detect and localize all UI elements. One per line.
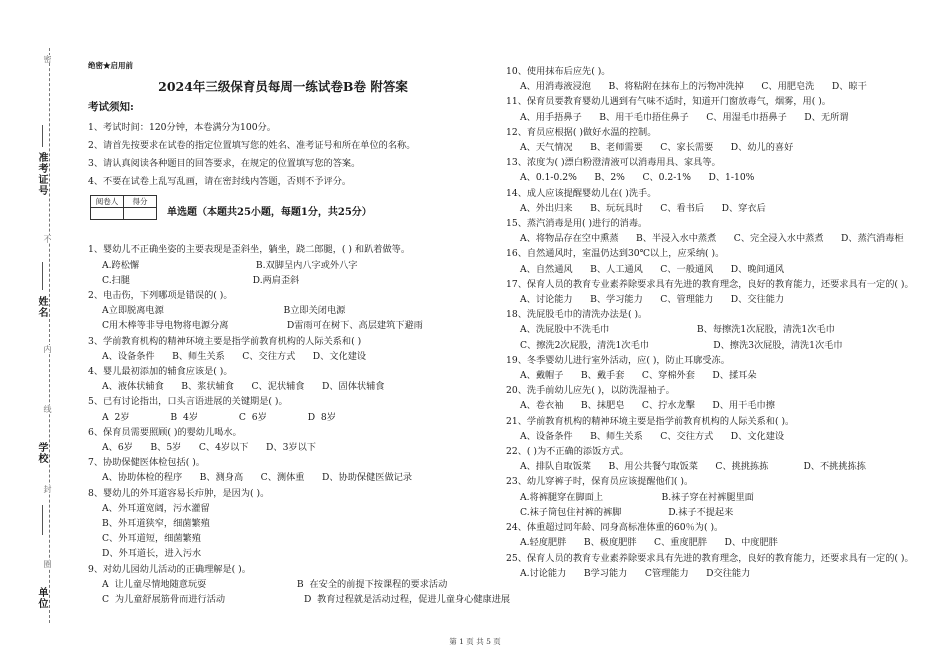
reviewer-cell[interactable]: [91, 208, 124, 220]
seal-char: 不: [43, 235, 52, 243]
binding-margin: [0, 0, 72, 671]
question-options: A、6岁 B、5岁 C、4岁以下 D、3岁以下: [102, 442, 316, 454]
question-options: A.跨松懈 B.双脚呈内八字或外八字: [102, 259, 358, 271]
question-options: A、排队自取饭菜 B、用公共餐勺取饭菜 C、挑挑拣拣 D、不挑挑拣拣: [520, 461, 866, 473]
question-options: A、天气情况 B、老师需要 C、家长需要 D、幼儿的喜好: [520, 142, 794, 154]
seal-line: [49, 48, 50, 623]
question-options: A.轻度肥胖 B、极度肥胖 C、重度肥胖 D、中度肥胖: [520, 537, 778, 549]
name-blank: [42, 262, 43, 290]
question-stem: 13、浓度为( )漂白粉澄清液可以消毒用具、家具等。: [506, 157, 721, 169]
question-options: A、0.1-0.2% B、2% C、0.2-1% D、1-10%: [520, 172, 755, 184]
section-title: 单选题（本题共25小题，每题1分，共25分）: [167, 207, 372, 219]
question-options: A、讨论能力 B、学习能力 C、管理能力 D、交往能力: [520, 294, 785, 306]
question-options: B、外耳道狭窄，细菌繁殖: [102, 518, 210, 530]
score-cell[interactable]: [124, 208, 157, 220]
reviewer-header: 阅卷人: [91, 196, 124, 208]
question-options: C.扫腿 D.两肩歪斜: [102, 274, 300, 286]
seal-char: 线: [43, 405, 52, 413]
question-options: A 2岁 B 4岁 C 6岁 D 8岁: [102, 411, 336, 423]
question-stem: 14、成人应该提醒婴幼儿在( )洗手。: [506, 187, 657, 199]
question-stem: 1、婴幼儿不正确坐姿的主要表现是歪斜坐，躺坐，跷二郎腿，( ) 和趴着做等。: [88, 244, 411, 256]
notice-heading: 考试须知:: [88, 101, 134, 114]
question-stem: 7、协助保健医体检包括( )。: [88, 457, 205, 469]
seal-char: 密: [43, 55, 52, 63]
exam-number-label: 准考证号: [36, 152, 47, 196]
question-stem: 5、已有讨论指出，口头言语进展的关键期是( )。: [88, 396, 288, 408]
unit-label: 单位: [36, 587, 47, 609]
question-stem: 18、洗屁股毛巾的清洗办法是( )。: [506, 309, 648, 321]
notice-item: 1、考试时间：120分钟，本卷满分为100分。: [88, 121, 276, 133]
question-options: A、用手捂鼻子 B、用干毛巾捂住鼻子 C、用湿毛巾捂鼻子 D、无所谓: [520, 111, 849, 123]
question-stem: 15、蒸汽消毒是用( )进行的消毒。: [506, 218, 648, 230]
question-stem: 19、冬季婴幼儿进行室外活动，应( )，防止耳廓受冻。: [506, 354, 730, 366]
question-options: C.袜子筒包住衬裤的裤脚 D.袜子不提起来: [520, 506, 734, 518]
question-options: A、设备条件 B、师生关系 C、交往方式 D、文化建设: [520, 430, 785, 442]
question-stem: 3、学前教育机构的精神环境主要是指学前教育机构的人际关系和( ): [88, 335, 362, 347]
question-stem: 25、保育人员的教育专业素养除要求具有先进的教育理念，良好的教育能力，还要求具有一定的( )。: [506, 552, 914, 564]
secret-mark: 绝密★启用前: [88, 61, 133, 70]
question-stem: 24、体重超过同年龄、同身高标准体重的60％为( )。: [506, 522, 724, 534]
page-title: 2024年三级保育员每周一练试卷B卷 附答案: [158, 79, 408, 95]
question-stem: 6、保育员需要照顾( )的婴幼儿喝水。: [88, 426, 242, 438]
notice-item: 4、不要在试卷上乱写乱画，请在密封线内答题，否则不予评分。: [88, 176, 352, 188]
question-options: C 为儿童舒展筋骨而进行活动 D 教育过程就是活动过程，促进儿童身心健康进展: [102, 594, 511, 606]
seal-char: 封: [43, 485, 52, 493]
question-stem: 10、使用抹布后应先( )。: [506, 66, 611, 77]
question-options: A、戴帽子 B、戴手套 C、穿棉外套 D、揉耳朵: [520, 370, 757, 382]
question-options: D、外耳道长，进入污水: [102, 548, 202, 560]
question-options: C、外耳道短，细菌繁殖: [102, 533, 201, 545]
question-options: A、卷衣袖 B、抹肥皂 C、拧水龙擊 D、用干毛巾擦: [520, 400, 775, 412]
left-column: [88, 58, 511, 607]
question-options: A、将物品存在空中熏蒸 B、半浸入水中蒸煮 C、完全浸入水中蒸煮 D、蒸汽消毒柜: [520, 233, 904, 245]
question-options: A、洗屁股中不洗毛巾 B、每擦洗1次屁股，清洗1次毛巾: [520, 324, 835, 336]
question-options: A 让儿童尽情地随意玩耍 B 在安全的前提下按课程的要求活动: [102, 578, 448, 590]
question-options: A立即脱离电源 B立即关闭电源: [102, 305, 346, 317]
question-options: A、设备条件 B、师生关系 C、交往方式 D、文化建设: [102, 350, 367, 362]
question-options: A、外出归来 B、玩玩具时 C、看书后 D、穿衣后: [520, 202, 766, 214]
page-number: 第 1 页 共 5 页: [449, 637, 501, 646]
school-blank: [42, 505, 43, 535]
seal-char: 内: [43, 345, 52, 353]
question-options: A.讨论能力 B学习能力 C管理能力 D交往能力: [520, 567, 751, 579]
notice-item: 2、请首先按要求在试卷的指定位置填写您的姓名、准考证号和所在单位的名称。: [88, 139, 416, 151]
question-stem: 22、( )为不正确的添饭方式。: [506, 446, 629, 458]
question-list-left: [88, 242, 511, 607]
question-stem: 23、幼儿穿裤子时，保育员应该提醒他们( )。: [506, 476, 694, 488]
question-stem: 21、学前教育机构的精神环境主要是指学前教育机构的人际关系和( )。: [506, 415, 795, 427]
exam-number-blank: [42, 125, 43, 147]
question-stem: 2、电击伤，下列哪项是错误的( )。: [88, 290, 233, 302]
question-options: A、自然通风 B、人工通风 C、一般通风 D、晚间通风: [520, 263, 785, 275]
score-table: [90, 195, 157, 220]
name-label: 姓名: [36, 296, 47, 318]
question-stem: 16、自然通风时，室温仍达到30℃以上，应采纳( )。: [506, 248, 725, 260]
score-section: [88, 195, 488, 220]
question-options: C、擦洗2次屁股，清洗1次毛巾 D、擦洗3次屁股，清洗1次毛巾: [520, 339, 843, 351]
school-label: 学校: [36, 442, 47, 464]
question-stem: 11、保育员要教育婴幼儿遇到有气味不适时，知道开门窗放毒气，烟雾，用( )。: [506, 96, 831, 108]
question-options: A、协助体检的程序 B、测身高 C、测体重 D、协助保健医做记录: [102, 472, 413, 484]
notice-item: 3、请认真阅读各种题目的回答要求，在规定的位置填写您的答案。: [88, 158, 361, 170]
question-list-right: [506, 64, 926, 581]
score-header: 得分: [124, 196, 157, 208]
question-stem: 4、婴儿最初添加的辅食应该是( )。: [88, 366, 233, 378]
question-options: A、液体状辅食 B、浆状辅食 C、泥状辅食 D、固体状辅食: [102, 381, 385, 393]
question-stem: 20、洗手前幼儿应先( )，以防洗湿袖子。: [506, 385, 675, 397]
question-options: A、用消毒液浸泡 B、将粘附在抹布上的污物冲洗掉 C、用肥皂洗 D、晾干: [520, 81, 867, 93]
question-options: A.将裤腿穿在脚面上 B.袜子穿在衬裤腿里面: [520, 491, 754, 503]
question-stem: 17、保育人员的教育专业素养除要求具有先进的教育理念，良好的教育能力，还要求具有一定的( )。: [506, 278, 914, 290]
question-options: C用木棒等非导电物将电源分离 D雷雨可在树下、高层建筑下避雨: [102, 320, 423, 332]
seal-char: 圈: [43, 560, 52, 568]
question-stem: 12、育员应根据( )做好水温的控制。: [506, 126, 657, 138]
question-stem: 9、对幼儿园幼儿活动的正确理解是( )。: [88, 563, 251, 575]
question-options: A、外耳道宽阔，污水灌留: [102, 502, 210, 514]
right-column: [506, 64, 926, 581]
question-stem: 8、婴幼儿的外耳道容易长疖肿，是因为( )。: [88, 487, 270, 499]
